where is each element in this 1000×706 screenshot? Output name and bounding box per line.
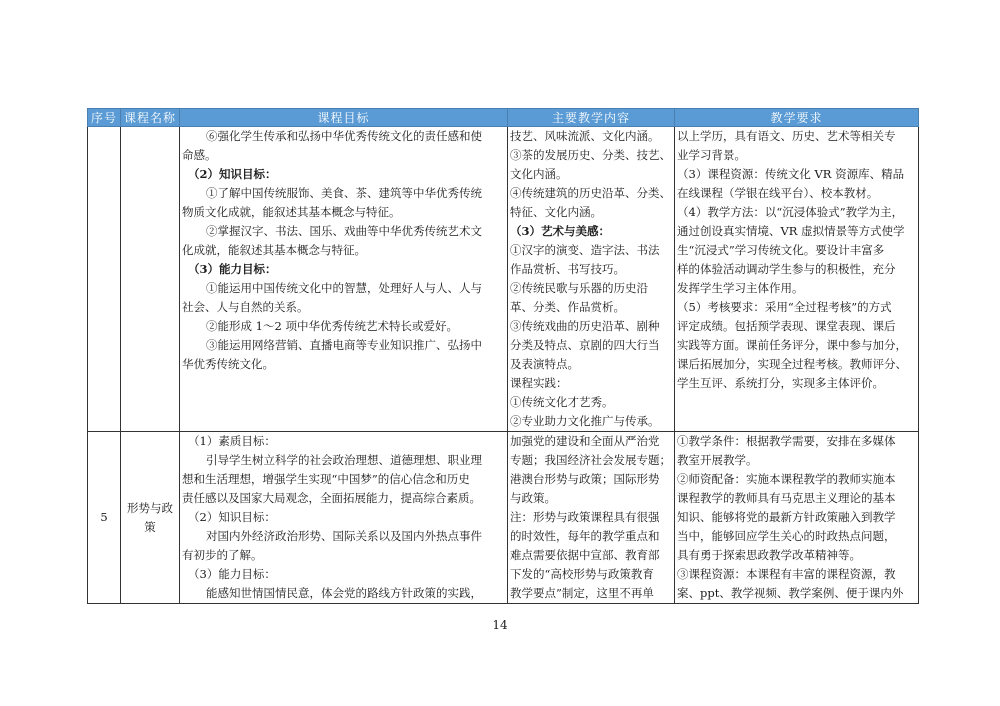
course-goals-cell [180,432,508,604]
content-line: 教学要点”制定，这里不再单 [510,586,654,600]
content-line: ④传统建筑的历史沿革、分类、 [510,186,671,200]
requirement-line: （4）教学方法：以“沉浸体验式”教学为主， [677,205,904,219]
requirement-line: 案、ppt、教学视频、教学案例、便于课内外 [677,586,904,600]
requirement-line: 业学习背景。 [677,148,746,162]
content-line: 与政策。 [510,491,556,505]
document-page [87,108,918,604]
teaching-content-cell [508,127,675,432]
goal-line: 物质文化成就，能叙述其基本概念与特征。 [182,205,401,219]
requirement-line: 课后拓展加分，实现全过程考核。教师评分、 [677,357,907,371]
goal-line: 责任感以及国家大局观念，全面拓展能力，提高综合素质。 [182,491,481,505]
requirement-line: 在线课程（学银在线平台）、校本教材。 [677,186,879,200]
content-line: 专题；我国经济社会发展专题； [510,453,671,467]
content-line: ①汉字的演变、造字法、书法 [510,243,660,257]
content-line: 加强党的建设和全面从严治党 [510,434,660,448]
content-line: ③茶的发展历史、分类、技艺、 [510,148,671,162]
requirement-line: （5）考核要求：采用“全过程考核”的方式 [677,300,892,314]
requirement-line: 样的体验活动调动学生参与的积极性，充分 [677,262,896,276]
content-line: 特征、文化内涵。 [510,205,602,219]
header-teaching-requirements: 教学要求 [675,109,919,127]
requirement-line: 知识、能够将党的最新方针政策融入到教学 [677,510,896,524]
goal-line: 想和生活理想，增强学生实现“中国梦”的信心信念和历史 [182,472,470,486]
goal-line: （1）素质目标： [188,434,276,448]
content-line: 及表演特点。 [510,357,579,371]
goal-line: ①能运用中国传统文化中的智慧，处理好人与人、人与 [206,281,482,295]
table-row [88,127,919,432]
header-course-name: 课程名称 [121,109,180,127]
requirement-line: 评定成绩。包括预学表现、课堂表现、课后 [677,319,896,333]
header-teaching-content: 主要教学内容 [508,109,675,127]
requirement-line: 教室开展教学。 [677,453,758,467]
table-row [88,432,919,604]
goal-line: （3）能力目标： [188,262,277,276]
content-line: 课程实践： [510,376,568,390]
content-line: 文化内涵。 [510,167,568,181]
content-line: 下发的“高校形势与政策教育 [510,567,654,581]
goal-line: 引导学生树立科学的社会政治理想、道德理想、职业理 [206,453,482,467]
content-line: 注：形势与政策课程具有很强 [510,510,660,524]
course-name-line: 形势与政 [127,500,173,515]
content-line: 技艺、风味流派、文化内涵。 [510,129,660,143]
requirement-line: 当中，能够回应学生关心的时政热点问题， [677,529,896,543]
header-index: 序号 [88,109,121,127]
course-table [87,108,919,604]
course-name-cell [121,432,180,604]
goal-line: 命感。 [182,148,217,162]
teaching-requirements-cell [675,432,919,604]
teaching-requirements-cell [675,127,919,432]
content-line: （3）艺术与美感： [510,224,611,238]
course-goals-cell [180,127,508,432]
course-name-line: 策 [144,519,156,534]
goal-line: 能感知世情国情民意，体会党的路线方针政策的实践， [206,586,482,600]
content-line: ①传统文化才艺秀。 [510,395,614,409]
requirement-line: 通过创设真实情境、VR 虚拟情景等方式使学 [677,224,905,238]
requirement-line: ②师资配备：实施本课程教学的教师实施本 [677,472,896,486]
requirement-line: ①教学条件：根据教学需要，安排在多媒体 [677,434,896,448]
header-course-goals: 课程目标 [180,109,508,127]
content-line: 港澳台形势与政策；国际形势 [510,472,660,486]
requirement-line: 以上学历，具有语文、历史、艺术等相关专 [677,129,896,143]
content-line: 的时效性，每年的教学重点和 [510,529,660,543]
requirement-line: 实践等方面。课前任务评分，课中参与加分， [677,338,907,352]
goal-line: （3）能力目标： [188,567,276,581]
content-line: 革、分类、作品赏析。 [510,300,625,314]
goal-line: ②掌握汉字、书法、国乐、戏曲等中华优秀传统艺术文 [206,224,482,238]
requirement-line: 发挥学生学习主体作用。 [677,281,804,295]
requirement-line: 具有勇于探索思政教学改革精神等。 [677,548,861,562]
row-index-cell: 5 [88,432,121,604]
goal-line: 有初步的了解。 [182,548,263,562]
goal-line: ③能运用网络营销、直播电商等专业知识推广、弘扬中 [206,338,482,352]
goal-line: 社会、人与自然的关系。 [182,300,309,314]
requirement-line: 学生互评、系统打分，实现多主体评价。 [677,376,884,390]
content-line: ②传统民歌与乐器的历史沿 [510,281,648,295]
requirement-line: 生“沉浸式”学习传统文化。要设计丰富多 [677,243,885,257]
content-line: ③传统戏曲的历史沿革、剧种 [510,319,660,333]
content-line: 作品赏析、书写技巧。 [510,262,625,276]
course-name-cell [121,127,180,432]
teaching-content-cell [508,432,675,604]
content-line: ②专业助力文化推广与传承。 [510,414,660,428]
goal-line: （2）知识目标： [188,167,277,181]
row-index-cell [88,127,121,432]
goal-line: 华优秀传统文化。 [182,357,274,371]
table-header-row [88,109,919,127]
requirement-line: 课程教学的教师具有马克思主义理论的基本 [677,491,896,505]
requirement-line: ③课程资源：本课程有丰富的课程资源，教 [677,567,896,581]
content-line: 难点需要依据中宣部、教育部 [510,548,660,562]
goal-line: ⑥强化学生传承和弘扬中华优秀传统文化的责任感和使 [206,129,482,143]
content-line: 分类及特点、京剧的四大行当 [510,338,660,352]
goal-line: ②能形成 1～2 项中华优秀传统艺术特长或爱好。 [206,319,458,333]
goal-line: 化成就，能叙述其基本概念与特征。 [182,243,366,257]
goal-line: ①了解中国传统服饰、美食、茶、建筑等中华优秀传统 [206,186,482,200]
goal-line: （2）知识目标： [188,510,276,524]
page-number: 14 [492,618,508,632]
requirement-line: （3）课程资源：传统文化 VR 资源库、精品 [677,167,905,181]
goal-line: 对国内外经济政治形势、国际关系以及国内外热点事件 [206,529,482,543]
